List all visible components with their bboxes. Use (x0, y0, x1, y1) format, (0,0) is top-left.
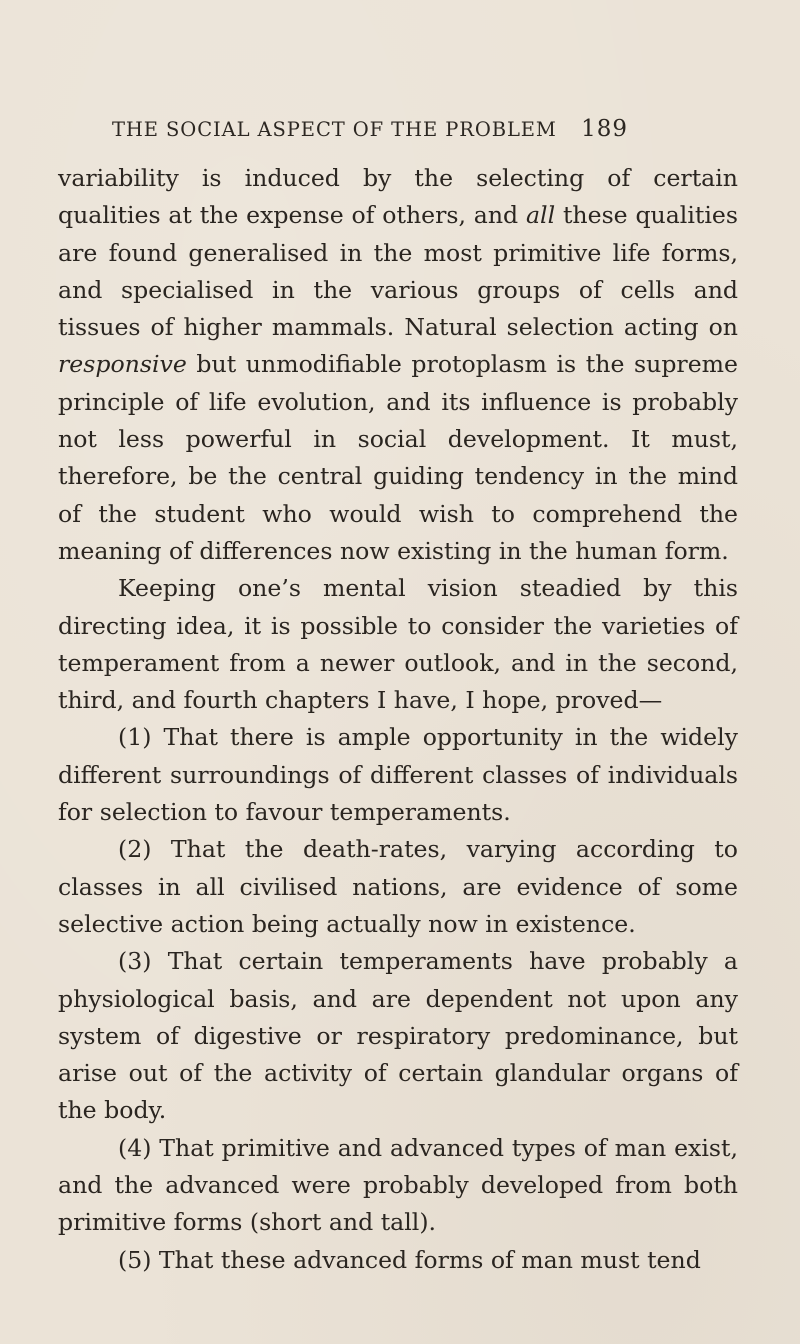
paragraph-text: these qualities are found generalised in the most primitive life forms, and specialised in the various groups of cells and tissues of higher mammals. Natural selection acting on (58, 201, 739, 342)
italic-word: all (525, 201, 556, 230)
page-number: 189 (581, 116, 628, 142)
italic-word: responsive (58, 350, 187, 379)
running-header (112, 118, 628, 148)
body-text (58, 160, 738, 1279)
paragraph-continuation (58, 160, 738, 570)
paragraph-keeping: Keeping one’s mental vision steadied by this directing idea, it is possible to consider the varieties of temperament from a newer outlook, and in the second, third, and fourth chapters I have, I hope, proved— (58, 574, 738, 715)
running-title: THE SOCIAL ASPECT OF THE PROBLEM (112, 118, 557, 141)
list-item-3: (3) That certain temperaments have probably a physiological basis, and are dependent not upon any system of digestive or respiratory predominance, but arise out of the activity of certain glandular organs of the body. (58, 947, 738, 1125)
list-item-2: (2) That the death-rates, varying according to classes in all civilised nations, are evidence of some selective action being actually now in existence. (58, 835, 738, 938)
list-item-4: (4) That primitive and advanced types of man exist, and the advanced were probably developed from both primitive forms (short and tall). (58, 1133, 738, 1237)
list-item-1: (1) That there is ample opportunity in the widely different surroundings of different classes of individuals for selection to favour temperaments. (58, 723, 738, 827)
paragraph-text: but unmodifiable protoplasm is the supreme principle of life evolution, and its influence is probably not less powerful in social development. It must, therefore, be the central guiding tendency in the mind of the student who would wish to comprehend the meaning of differences now existing in the human form. (58, 350, 738, 565)
paragraph-text: variability is induced by the selecting of certain qualities at the expense of others, and (58, 164, 738, 230)
list-item-5: (5) That these advanced forms of man must tend (118, 1245, 701, 1274)
